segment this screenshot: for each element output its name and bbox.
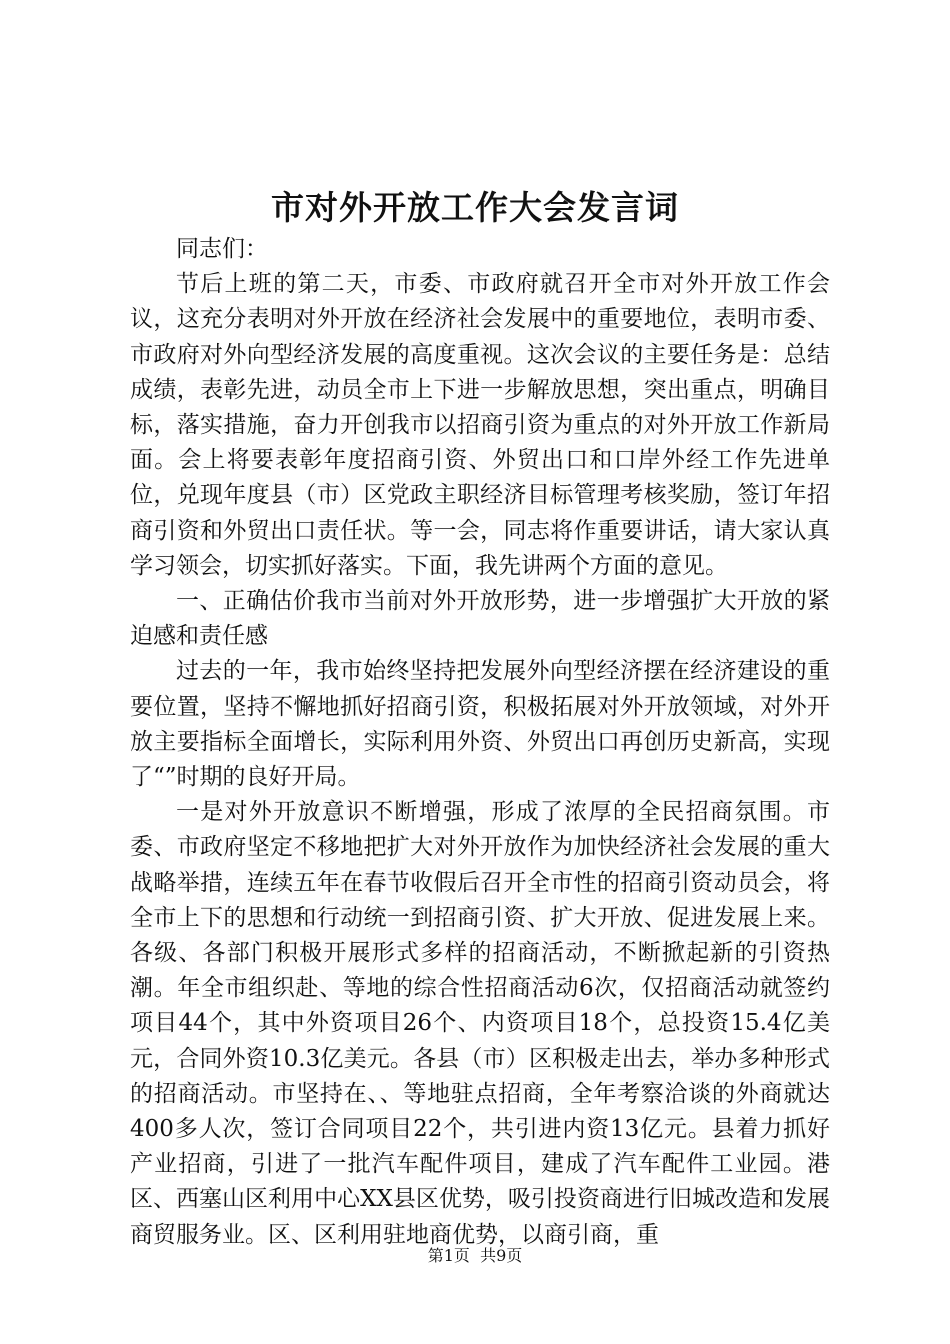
page-footer bbox=[0, 1245, 950, 1267]
document-body bbox=[130, 232, 830, 1253]
page-number: 第1页 bbox=[427, 1246, 470, 1265]
salutation-paragraph: 同志们： bbox=[176, 236, 268, 262]
intro-paragraph: 节后上班的第二天，市委、市政府就召开全市对外开放工作会议，这充分表明对外开放在经济社会发展中的重要地位，表明市委、市政府对外向型经济发展的高度重视。这次会议的主要任务是：总结成绩，表彰先进，动员全市上下进一步解放思想，突出重点，明确目标，落实措施，奋力开创我市以招商引资为重点的对外开放工作新局面。会上将要表彰年度招商引资、外贸出口和口岸外经工作先进单位，兑现年度县（市）区党政主职经济目标管理考核奖励，签订年招商引资和外贸出口责任状。等一会，同志将作重要讲话，请大家认真学习领会，切实抓好落实。下面，我先讲两个方面的意见。 bbox=[130, 271, 830, 579]
section-heading-paragraph: 一、正确估价我市当前对外开放形势，进一步增强扩大开放的紧迫感和责任感 bbox=[130, 588, 830, 650]
page-total: 共9页 bbox=[480, 1246, 523, 1265]
document-title: 市对外开放工作大会发言词 bbox=[271, 188, 679, 227]
point-one-paragraph: 一是对外开放意识不断增强，形成了浓厚的全民招商氛围。市委、市政府坚定不移地把扩大对外开放作为加快经济社会发展的重大战略举措，连续五年在春节收假后召开全市性的招商引资动员会，将全市上下的思想和行动统一到招商引资、扩大开放、促进发展上来。各级、各部门积极开展形式多样的招商活动，不断掀起新的引资热潮。年全市组织赴、等地的综合性招商活动6次，仅招商活动就签约项目44个，其中外资项目26个、内资项目18个，总投资15.4亿美元，合同外资10.3亿美元。各县（市）区积极走出去，举办多种形式的招商活动。市坚持在、、等地驻点招商，全年考察洽谈的外商就达400多人次，签订合同项目22个，共引进内资13亿元。县着力抓好产业招商，引进了一批汽车配件项目，建成了汽车配件工业园。港区、西塞山区利用中心XX县区优势，吸引投资商进行旧城改造和发展商贸服务业。区、区利用驻地商优势，以商引商，重 bbox=[130, 799, 830, 1248]
review-paragraph: 过去的一年，我市始终坚持把发展外向型经济摆在经济建设的重要位置，坚持不懈地抓好招商引资，积极拓展对外开放领域，对外开放主要指标全面增长，实际利用外资、外贸出口再创历史新高，实现了“”时期的良好开局。 bbox=[130, 658, 830, 791]
footer-spacer bbox=[470, 1246, 480, 1265]
